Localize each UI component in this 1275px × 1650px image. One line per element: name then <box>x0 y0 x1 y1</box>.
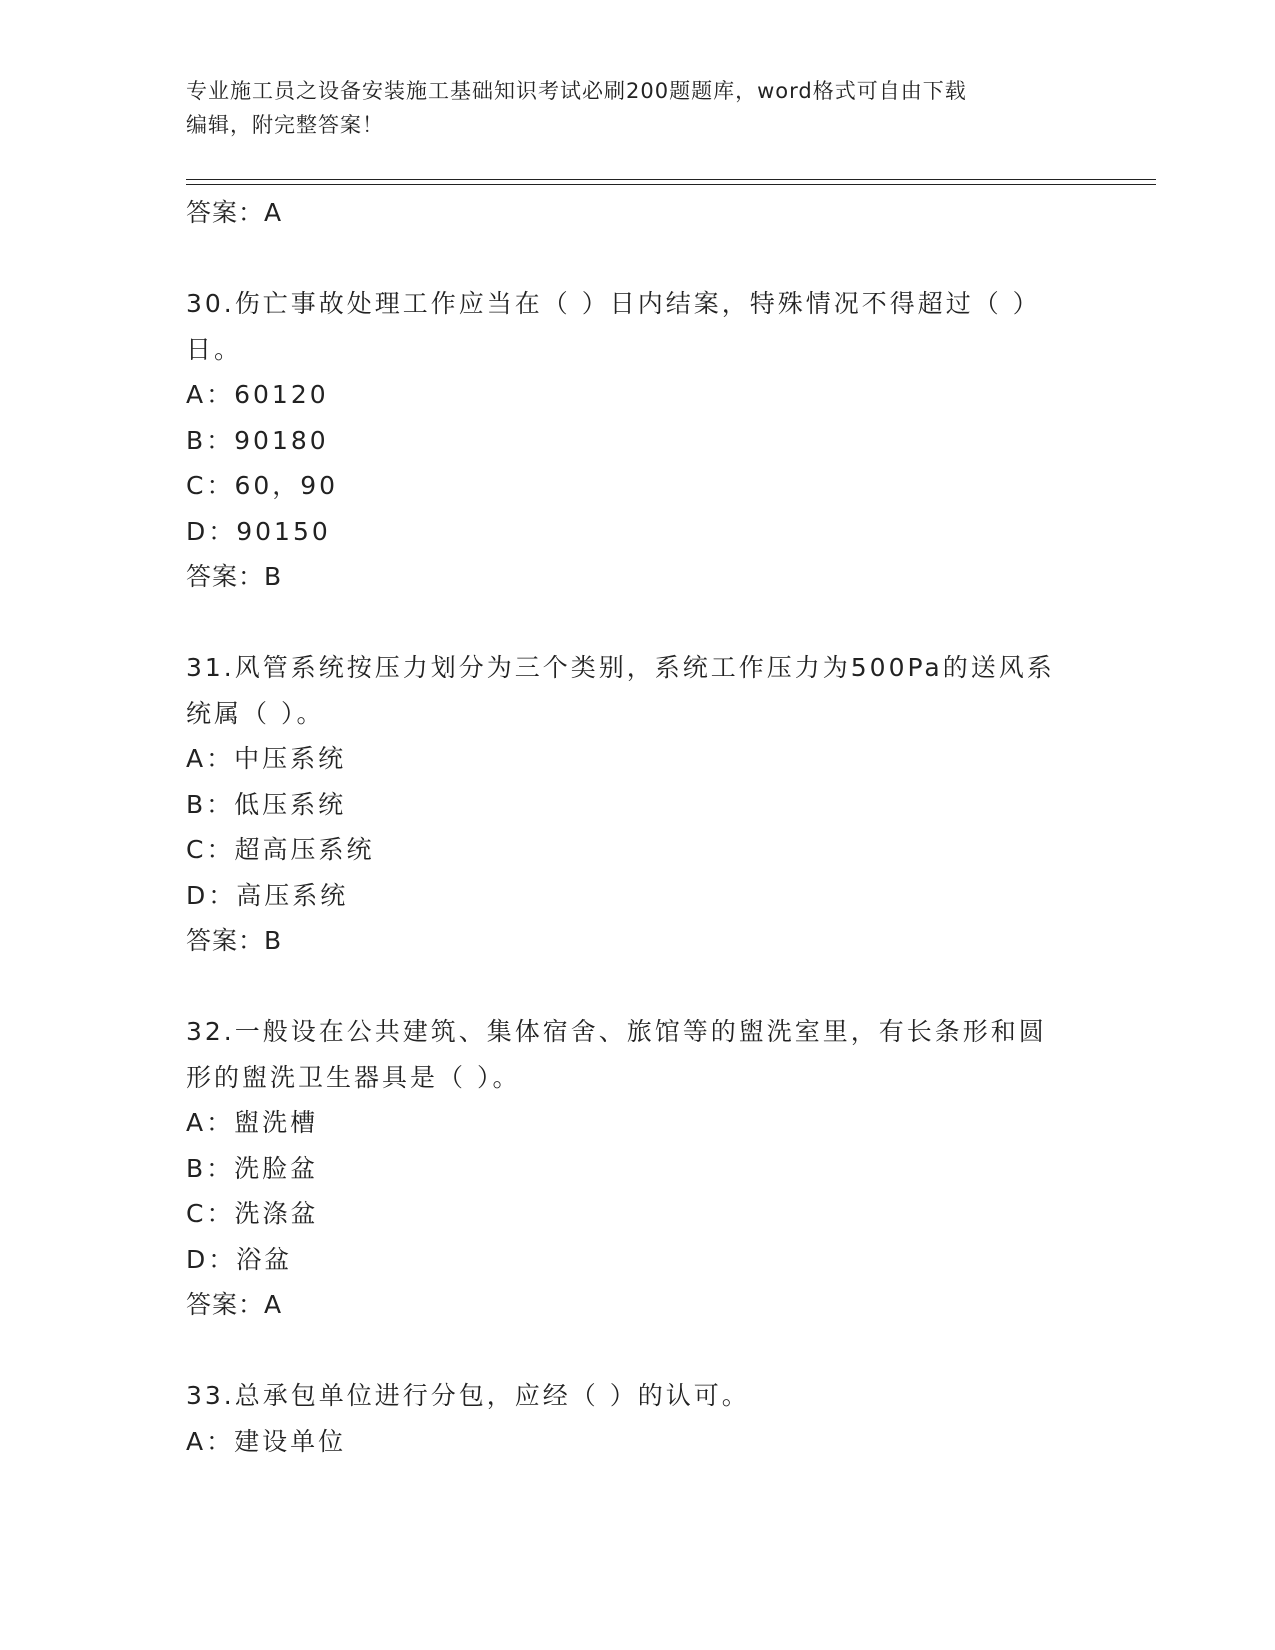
question-30-option-b: B：90180 <box>186 425 329 455</box>
header-line-2: 编辑，附完整答案！ <box>186 113 384 137</box>
question-30-answer: 答案：B <box>186 562 283 591</box>
question-30-option-c: C：60，90 <box>186 471 339 500</box>
question-32 <box>186 1009 1086 1328</box>
question-list <box>186 190 1086 1464</box>
question-32-option-b: B：洗脸盆 <box>186 1153 319 1183</box>
question-31-stem-line-1: 31.风管系统按压力划分为三个类别，系统工作压力为500Pa的送风系 <box>186 653 1055 682</box>
question-32-stem-line-1: 32.一般设在公共建筑、集体宿舍、旅馆等的盥洗室里，有长条形和圆 <box>186 1017 1047 1046</box>
question-31-option-b: B：低压系统 <box>186 789 347 819</box>
question-31-option-a: A：中压系统 <box>186 744 347 773</box>
spacer <box>186 236 1086 282</box>
question-32-stem-line-2: 形的盥洗卫生器具是（ ）。 <box>186 1062 521 1092</box>
document-header-note <box>186 74 1086 142</box>
question-30-stem-line-2: 日。 <box>186 334 243 364</box>
question-31 <box>186 645 1086 964</box>
header-line-1: 专业施工员之设备安装施工基础知识考试必刷200题题库，word格式可自由下载 <box>186 79 967 103</box>
question-32-option-a: A：盥洗槽 <box>186 1108 319 1137</box>
question-31-option-c: C：超高压系统 <box>186 835 375 864</box>
question-32-option-c: C：洗涤盆 <box>186 1199 319 1228</box>
question-31-option-d: D：高压系统 <box>186 880 349 910</box>
question-32-option-d: D：浴盆 <box>186 1244 293 1274</box>
question-33-option-a: A：建设单位 <box>186 1426 347 1456</box>
answer-29: 答案：A <box>186 198 283 227</box>
question-33 <box>186 1373 1086 1464</box>
question-30-stem-line-1: 30.伤亡事故处理工作应当在（ ）日内结案，特殊情况不得超过（ ） <box>186 289 1041 318</box>
question-30-option-d: D：90150 <box>186 516 331 546</box>
spacer <box>186 600 1086 646</box>
question-31-stem-line-2: 统属（ ）。 <box>186 698 325 728</box>
spacer <box>186 1328 1086 1374</box>
question-30-option-a: A：60120 <box>186 380 329 409</box>
header-rule-top <box>186 179 1156 180</box>
spacer <box>186 964 1086 1010</box>
question-30 <box>186 281 1086 600</box>
question-31-answer: 答案：B <box>186 926 283 955</box>
question-33-stem-line-1: 33.总承包单位进行分包，应经（ ）的认可。 <box>186 1381 750 1410</box>
question-32-answer: 答案：A <box>186 1290 283 1319</box>
header-rule-bottom <box>186 184 1156 185</box>
